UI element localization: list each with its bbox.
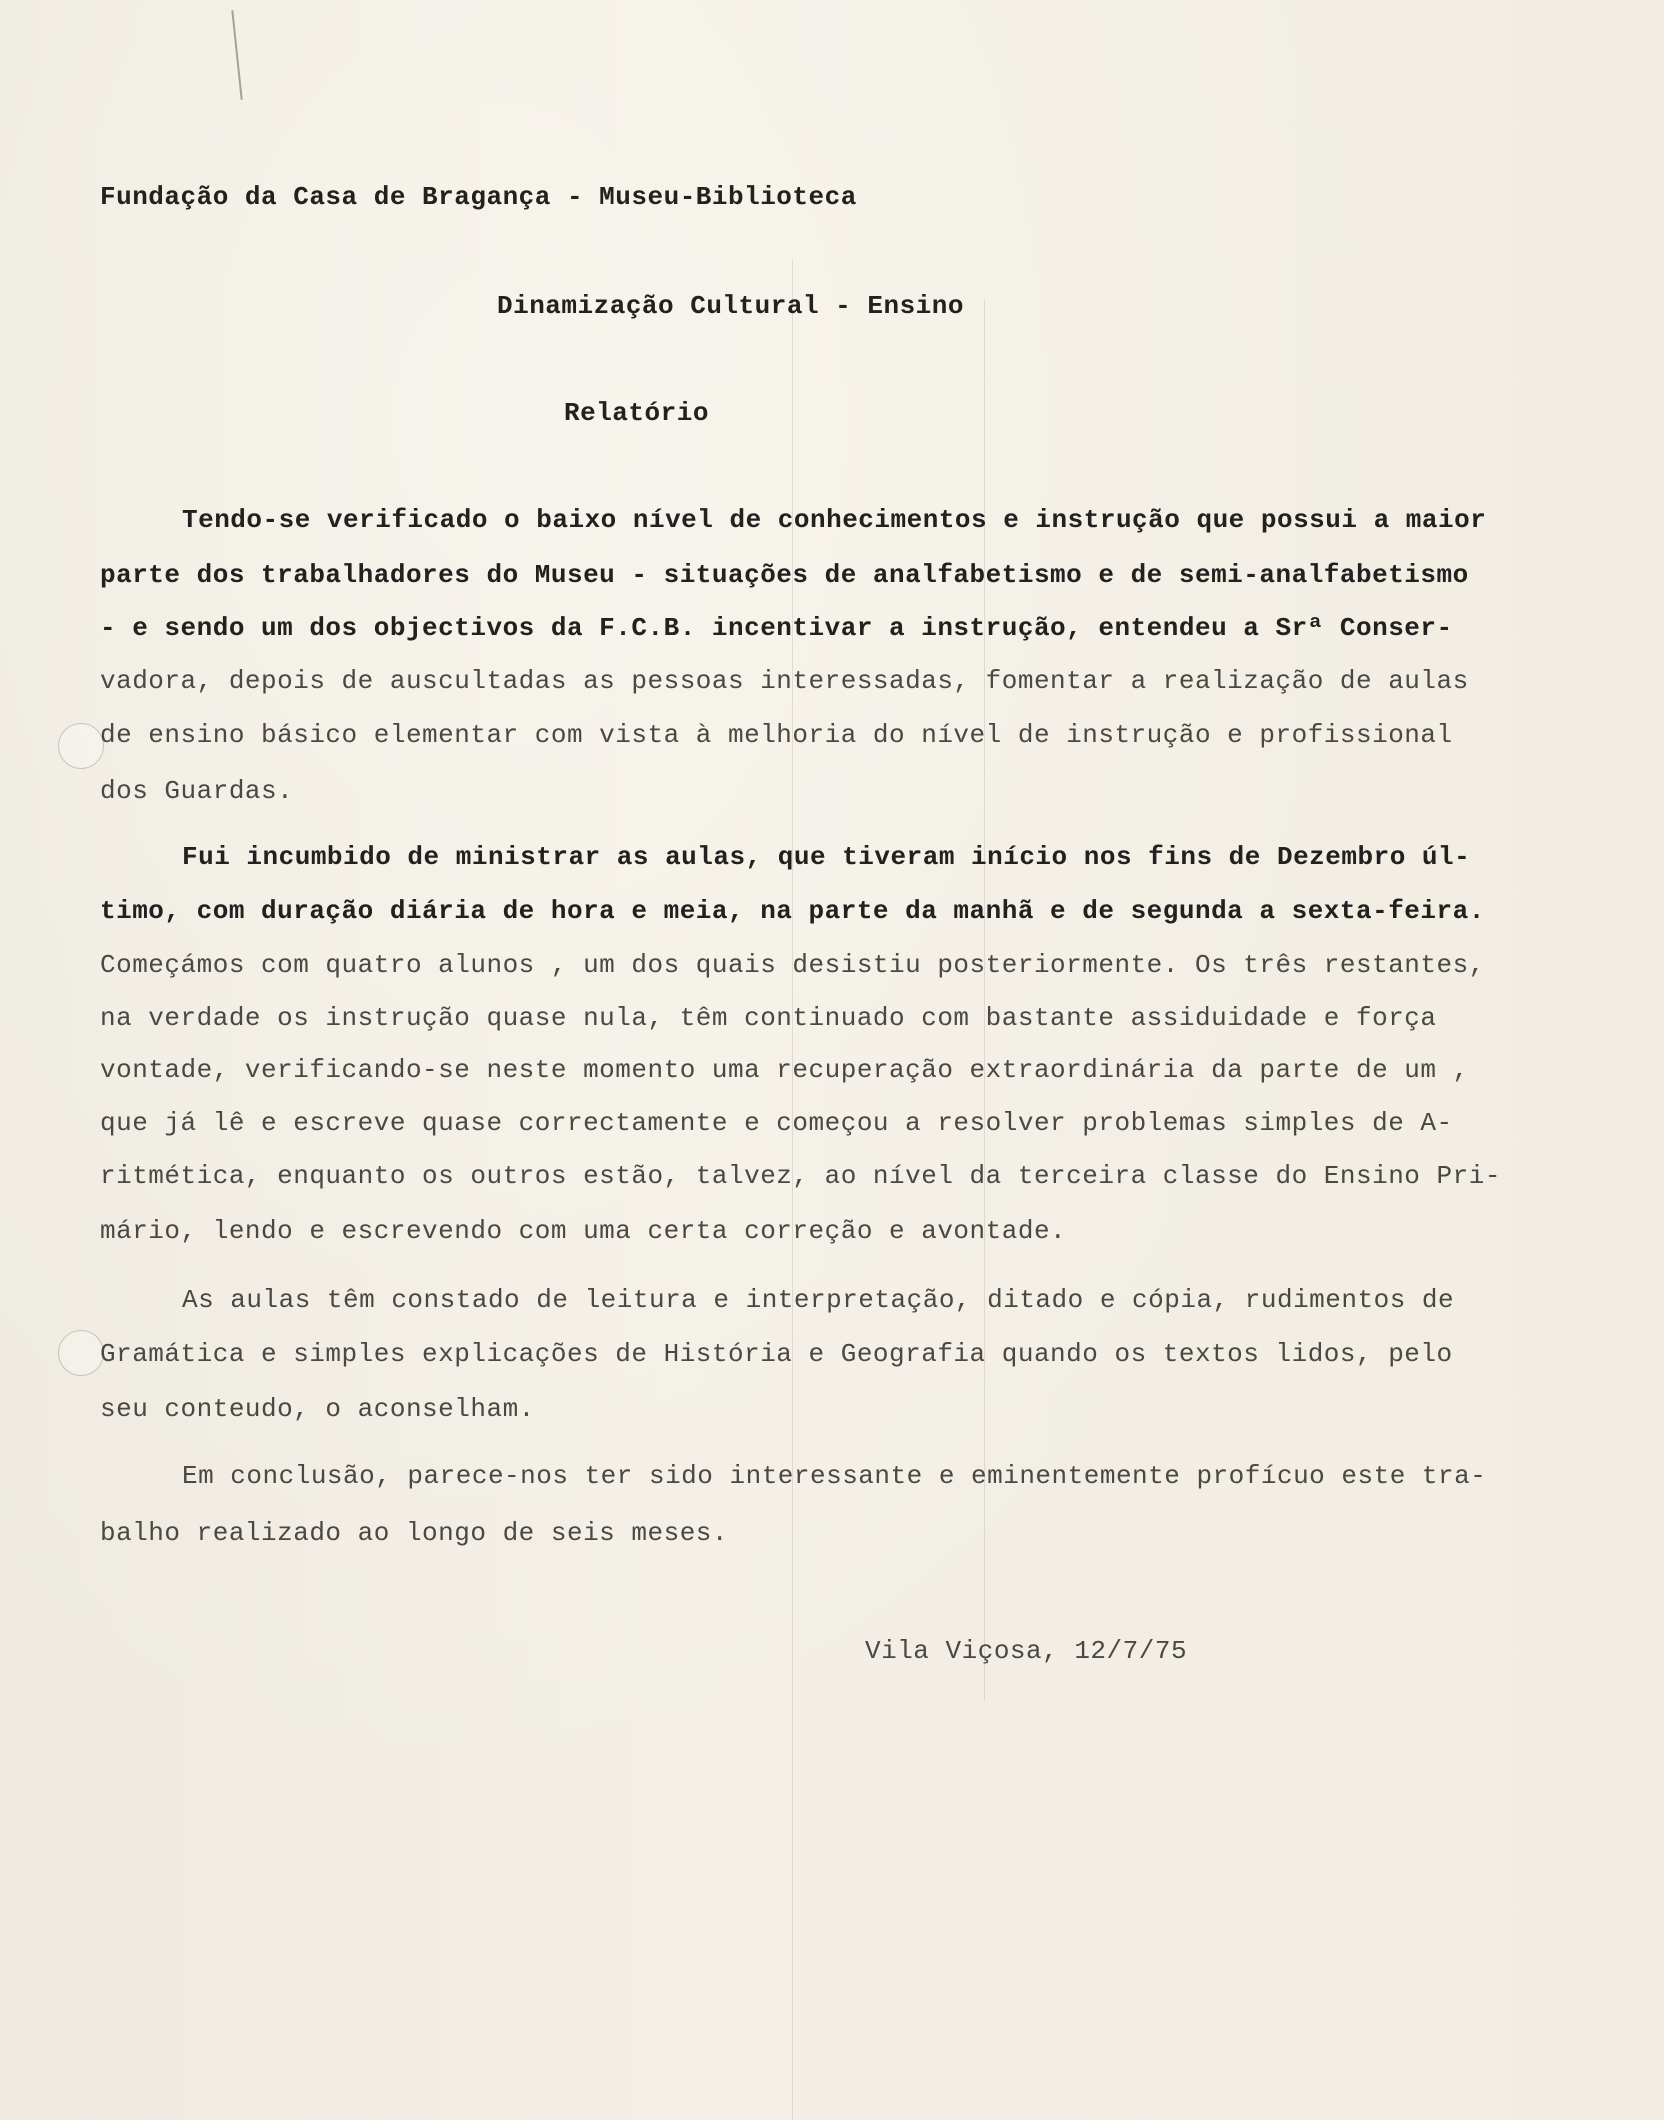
paragraph-4-line: balho realizado ao longo de seis meses. <box>100 1518 728 1548</box>
paragraph-1-line: vadora, depois de auscultadas as pessoas interessadas, fomentar a realização de aulas <box>100 666 1469 696</box>
paragraph-1-line: de ensino básico elementar com vista à melhoria do nível de instrução e profissional <box>100 720 1453 750</box>
paragraph-1-line: Tendo-se verificado o baixo nível de conhecimentos e instrução que possui a maior <box>182 505 1487 535</box>
paragraph-2-line: mário, lendo e escrevendo com uma certa correção e avontade. <box>100 1216 1067 1246</box>
paragraph-2-line: na verdade os instrução quase nula, têm continuado com bastante assiduidade e força <box>100 1003 1437 1033</box>
place-date: Vila Viçosa, 12/7/75 <box>865 1636 1188 1666</box>
paragraph-3-line: As aulas têm constado de leitura e interpretação, ditado e cópia, rudimentos de <box>182 1285 1455 1315</box>
paragraph-1-line: parte dos trabalhadores do Museu - situações de analfabetismo e de semi-analfabetismo <box>100 560 1469 590</box>
paragraph-2-line: ritmética, enquanto os outros estão, talvez, ao nível da terceira classe do Ensino Pri- <box>100 1161 1501 1191</box>
paragraph-2-line: vontade, verificando-se neste momento uma recuperação extraordinária da parte de um , <box>100 1055 1469 1085</box>
institution-heading: Fundação da Casa de Bragança - Museu-Biblioteca <box>100 182 857 212</box>
report-title: Relatório <box>564 398 709 428</box>
department-heading: Dinamização Cultural - Ensino <box>497 291 964 321</box>
paragraph-4-line: Em conclusão, parece-nos ter sido interessante e eminentemente profícuo este tra- <box>182 1461 1487 1491</box>
paragraph-2-line: Começámos com quatro alunos , um dos quais desistiu posteriormente. Os três restantes, <box>100 950 1485 980</box>
paragraph-2-line: timo, com duração diária de hora e meia, na parte da manhã e de segunda a sexta-feira. <box>100 896 1485 926</box>
paragraph-3-line: Gramática e simples explicações de História e Geografia quando os textos lidos, pelo <box>100 1339 1453 1369</box>
pencil-mark <box>231 10 242 100</box>
punch-hole <box>58 723 104 769</box>
punch-hole <box>58 1330 104 1376</box>
paragraph-2-line: que já lê e escreve quase correctamente e começou a resolver problemas simples de A- <box>100 1108 1453 1138</box>
paragraph-1-line: - e sendo um dos objectivos da F.C.B. incentivar a instrução, entendeu a Srª Conser- <box>100 613 1453 643</box>
paragraph-1-line: dos Guardas. <box>100 776 294 806</box>
paragraph-2-line: Fui incumbido de ministrar as aulas, que tiveram início nos fins de Dezembro úl- <box>182 842 1471 872</box>
paragraph-3-line: seu conteudo, o aconselham. <box>100 1394 535 1424</box>
